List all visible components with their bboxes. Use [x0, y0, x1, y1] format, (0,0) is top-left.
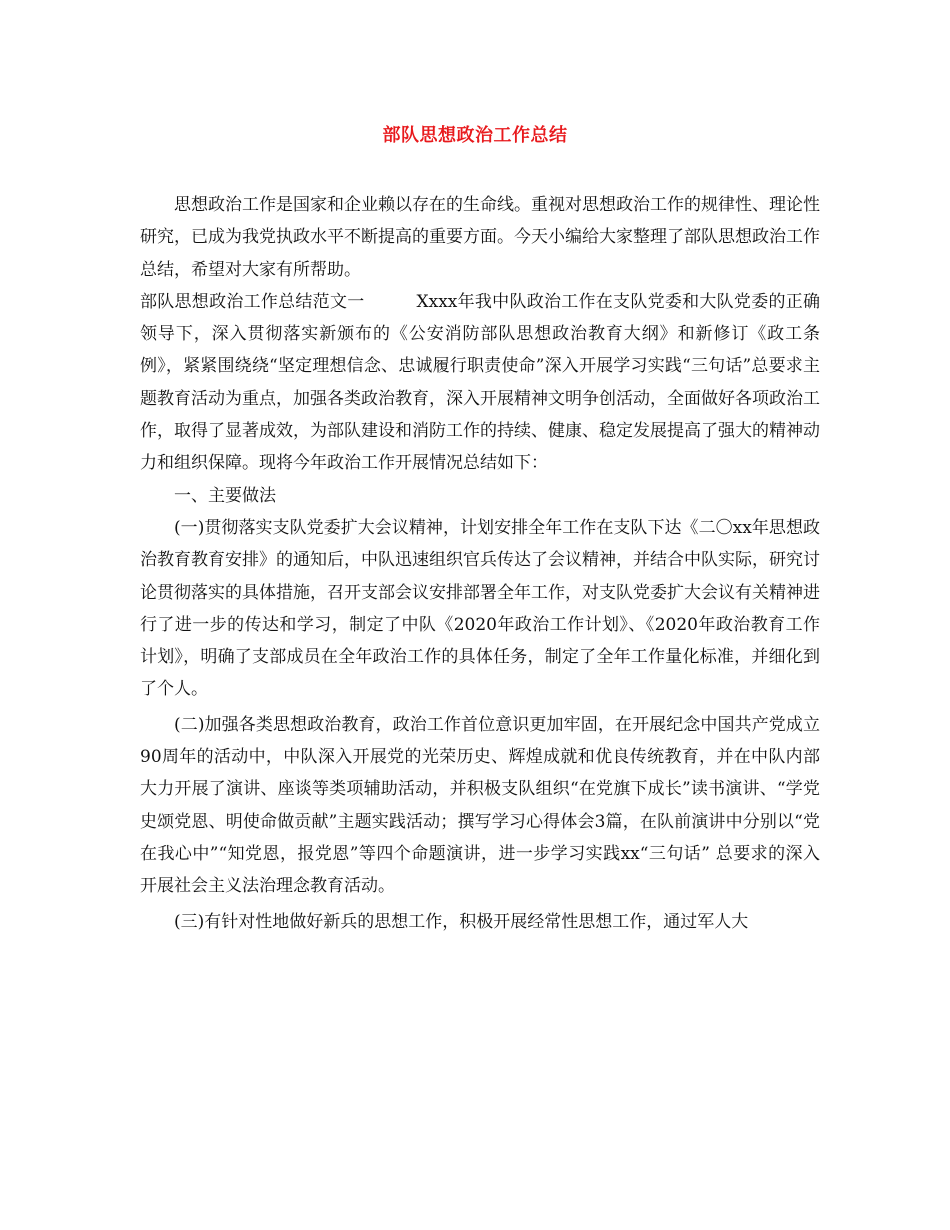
- paragraph-sample-heading-line: [140, 286, 820, 480]
- section-heading-main-methods: 一、主要做法: [174, 485, 276, 506]
- paragraph-item-2: (二)加强各类思想政治教育，政治工作首位意识更加牢固，在开展纪念中国共产党成立90周年的活动中，中队深入开展党的光荣历史、辉煌成就和优良传统教育，并在中队内部大力开展了演讲、座谈等类项辅助活动，并积极支队组织“在党旗下成长”读书演讲、“学党史颂党恩、明使命做贡献”主题实践活动；撰写学习心得体会3篇，在队前演讲中分别以“党在我心中”“知党恩，报党恩”等四个命题演讲，进一步学习实践xx“三句话” 总要求的深入开展社会主义法治理念教育活动。: [140, 714, 820, 897]
- paragraph-item-1: (一)贯彻落实支队党委扩大会议精神，计划安排全年工作在支队下达《二〇xx年思想政治教育教育安排》的通知后，中队迅速组织官兵传达了会议精神，并结合中队实际，研究讨论贯彻落实的具体措施，召开支部会议安排部署全年工作，对支队党委扩大会议有关精神进行了进一步的传达和学习，制定了中队《2020年政治工作计划》、《2020年政治教育工作计划》，明确了支部成员在全年政治工作的具体任务，制定了全年工作量化标准，并细化到了个人。: [140, 517, 820, 700]
- document-title: 部队思想政治工作总结: [382, 125, 568, 146]
- document-body: [140, 189, 820, 938]
- paragraph-sample-body: Xxxx年我中队政治工作在支队党委和大队党委的正确领导下，深入贯彻落实新颁布的《公安消防部队思想政治教育大纲》和新修订《政工条例》，紧紧围绕绕“坚定理想信念、忠诚履行职责使命”深入开展学习实践“三句话”总要求主题教育活动为重点，加强各类政治教育，深入开展精神文明争创活动，全面做好各项政治工作，取得了显著成效，为部队建设和消防工作的持续、健康、稳定发展提高了强大的精神动力和组织保障。现将今年政治工作开展情况总结如下：: [140, 291, 820, 474]
- sample-heading: 部队思想政治工作总结范文一: [140, 291, 365, 312]
- paragraph-intro: 思想政治工作是国家和企业赖以存在的生命线。重视对思想政治工作的规律性、理论性研究，已成为我党执政水平不断提高的重要方面。今天小编给大家整理了部队思想政治工作总结，希望对大家有所帮助。: [140, 195, 820, 280]
- paragraph-item-3: (三)有针对性地做好新兵的思想工作，积极开展经常性思想工作，通过军人大: [174, 911, 749, 932]
